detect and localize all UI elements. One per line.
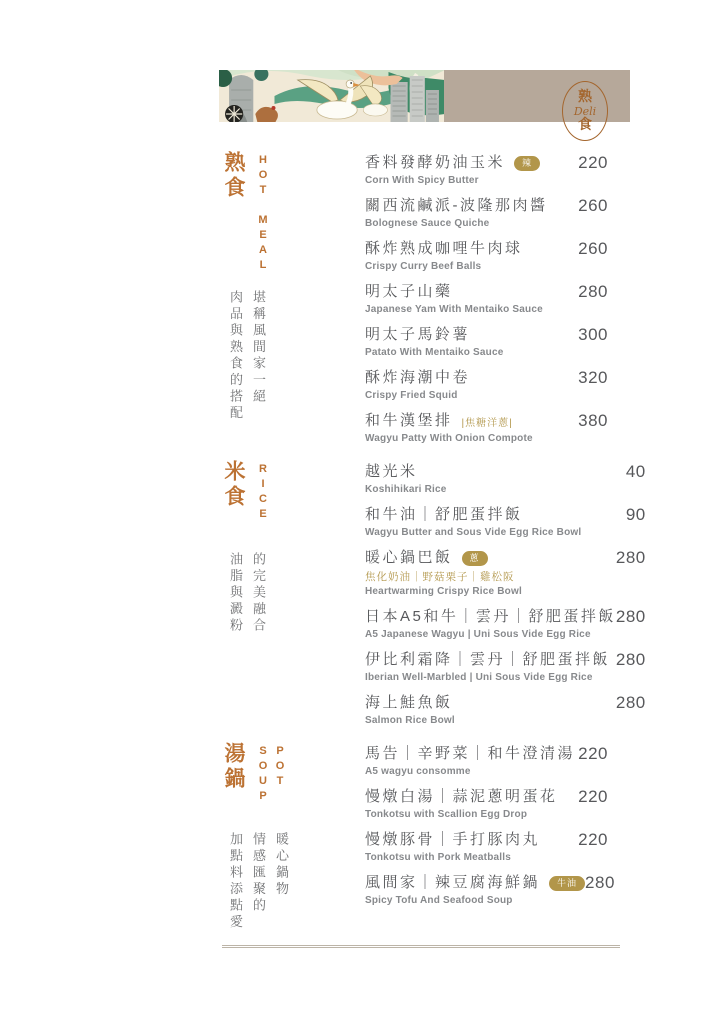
- item-price: 260: [578, 196, 608, 215]
- section-tagline: [227, 290, 265, 422]
- item-row: [365, 744, 608, 764]
- item-name-zh: 海上鮭魚飯: [365, 694, 453, 711]
- item-row: [365, 607, 646, 627]
- menu-item: [365, 830, 608, 864]
- item-row: [365, 153, 608, 173]
- section-title-row: [222, 742, 365, 805]
- seal-word: Deli: [573, 104, 597, 118]
- item-name-en: Iberian Well-Marbled | Uni Sous Vide Egg Rice: [365, 672, 593, 683]
- item-price: 220: [578, 744, 608, 763]
- item-name-zh: 明太子馬鈴薯: [365, 326, 471, 343]
- item-row: [365, 873, 615, 893]
- item-row: [365, 368, 608, 388]
- item-name-zh: 和牛油｜舒肥蛋拌飯: [365, 506, 523, 523]
- item-name-en: Wagyu Patty With Onion Compote: [365, 433, 533, 444]
- item-name-en: Tonkotsu with Scallion Egg Drop: [365, 809, 528, 820]
- item-row: [365, 693, 646, 713]
- menu-item: [365, 196, 608, 230]
- item-badge: 辣: [514, 156, 540, 171]
- section-title-en: [257, 463, 269, 523]
- item-price: 40: [625, 462, 646, 481]
- item-name-en: Heartwarming Crispy Rice Bowl: [365, 586, 522, 597]
- item-name-zh: 暖心鍋巴飯: [365, 549, 453, 566]
- item-name-zh: 馬告｜辛野菜｜和牛澄清湯: [365, 745, 576, 762]
- section-title-row: [222, 151, 365, 274]
- tagline-column: 情感匯聚的: [250, 832, 265, 915]
- menu-item: [365, 693, 646, 727]
- item-name-en: Corn With Spicy Butter: [365, 175, 479, 186]
- section-title-en-col: HOT MEAL: [257, 154, 269, 274]
- section-title-zh: 熟食: [222, 151, 247, 201]
- item-name-zh: 風間家｜辣豆腐海鮮鍋: [365, 874, 541, 891]
- item-price: 280: [615, 693, 646, 712]
- menu-item: [365, 505, 646, 539]
- menu-item: [365, 153, 608, 187]
- section-sidebar-soup-pot: [220, 742, 365, 931]
- menu-item: [365, 744, 608, 778]
- deli-seal: [562, 81, 608, 141]
- section-hot-meal: [220, 151, 608, 454]
- item-name-en: Crispy Fried Squid: [365, 390, 458, 401]
- menu-item: [365, 462, 646, 496]
- section-items: [365, 742, 615, 916]
- item-price: 300: [578, 325, 608, 344]
- item-name-en: A5 wagyu consomme: [365, 766, 471, 777]
- seal-char-bottom: 食: [578, 116, 592, 133]
- bottom-divider: [222, 945, 620, 948]
- section-title-en-col: RICE: [257, 463, 269, 523]
- menu-item: [365, 411, 608, 445]
- menu-item: [365, 873, 615, 907]
- seal-char-top: 熟: [578, 88, 592, 105]
- tagline-column: 的完美融合: [250, 552, 265, 635]
- item-name-en: Salmon Rice Bowl: [365, 715, 455, 726]
- item-name-en: Tonkotsu with Pork Meatballs: [365, 852, 511, 863]
- tagline-column: 油脂與澱粉: [227, 552, 242, 635]
- item-price: 220: [578, 153, 608, 172]
- item-row: [365, 196, 608, 216]
- section-title-en: [257, 154, 269, 274]
- section-rice: [220, 460, 646, 736]
- menu-item: [365, 282, 608, 316]
- tagline-column: 暖心鍋物: [273, 832, 288, 898]
- section-title-en: [257, 745, 286, 805]
- item-name-zh: 越光米: [365, 463, 418, 480]
- item-price: 260: [578, 239, 608, 258]
- item-name-zh: 酥炸海潮中卷: [365, 369, 471, 386]
- section-items: [365, 151, 608, 454]
- item-row: [365, 325, 608, 345]
- section-soup-pot: [220, 742, 615, 931]
- item-price: 220: [578, 787, 608, 806]
- section-items: [365, 460, 646, 736]
- item-price: 280: [615, 650, 646, 669]
- section-title-zh: 湯鍋: [222, 742, 247, 792]
- section-tagline: [227, 552, 265, 635]
- menu-item: [365, 239, 608, 273]
- menu-item: [365, 548, 646, 598]
- item-price: 280: [585, 873, 615, 892]
- item-price: 320: [578, 368, 608, 387]
- item-name-zh: 和牛漢堡排: [365, 412, 453, 429]
- menu-item: [365, 325, 608, 359]
- tagline-column: 加點料添點愛: [227, 832, 242, 931]
- item-badge: 蔥: [462, 551, 488, 566]
- item-row: [365, 462, 646, 482]
- header-illustration: [219, 70, 445, 122]
- section-title-en-col: POT: [274, 745, 286, 790]
- item-name-zh: 日本A5和牛｜雲丹｜舒肥蛋拌飯: [365, 608, 616, 625]
- section-title-zh: 米食: [222, 460, 247, 510]
- item-name-en: Japanese Yam With Mentaiko Sauce: [365, 304, 543, 315]
- item-name-zh: 香料發酵奶油玉米: [365, 154, 506, 171]
- item-name-zh: 明太子山藥: [365, 283, 453, 300]
- item-row: [365, 505, 646, 525]
- item-row: [365, 787, 608, 807]
- item-name-zh: 慢燉豚骨｜手打豚肉丸: [365, 831, 541, 848]
- item-badge: 牛油: [549, 876, 585, 891]
- item-name-en: Koshihikari Rice: [365, 484, 447, 495]
- item-row: [365, 650, 646, 670]
- section-tagline: [227, 832, 288, 931]
- item-note: |焦糖洋蔥|: [461, 417, 513, 429]
- menu-item: [365, 650, 646, 684]
- item-name-en: A5 Japanese Wagyu | Uni Sous Vide Egg Rice: [365, 629, 591, 640]
- item-price: 380: [578, 411, 608, 430]
- item-name-en: Spicy Tofu And Seafood Soup: [365, 895, 513, 906]
- tagline-column: 肉品與熟食的搭配: [227, 290, 242, 422]
- menu-item: [365, 607, 646, 641]
- item-price: 220: [578, 830, 608, 849]
- item-price: 280: [578, 282, 608, 301]
- item-price: 280: [615, 607, 646, 626]
- item-name-en: Patato With Mentaiko Sauce: [365, 347, 504, 358]
- section-sidebar-hot-meal: [220, 151, 365, 454]
- item-subline: 焦化奶油｜野菇栗子｜雞松阪: [365, 571, 515, 583]
- item-row: [365, 830, 608, 850]
- menu-item: [365, 787, 608, 821]
- section-title-en-col: SOUP: [257, 745, 269, 805]
- menu-item: [365, 368, 608, 402]
- item-row: [365, 411, 608, 431]
- item-name-en: Wagyu Butter and Sous Vide Egg Rice Bowl: [365, 527, 582, 538]
- item-row: [365, 239, 608, 259]
- item-price: 90: [625, 505, 646, 524]
- item-name-zh: 關西流鹹派-波隆那肉醬: [365, 197, 548, 214]
- section-title-row: [222, 460, 365, 523]
- tagline-column: 堪稱風間家一絕: [250, 290, 265, 406]
- item-name-en: Bolognese Sauce Quiche: [365, 218, 490, 229]
- item-row: [365, 548, 646, 568]
- section-sidebar-rice: [220, 460, 365, 736]
- item-name-zh: 酥炸熟成咖哩牛肉球: [365, 240, 523, 257]
- item-row: [365, 282, 608, 302]
- item-name-zh: 慢燉白湯｜蒜泥蔥明蛋花: [365, 788, 558, 805]
- item-name-en: Crispy Curry Beef Balls: [365, 261, 482, 272]
- item-price: 280: [615, 548, 646, 567]
- item-name-zh: 伊比利霜降｜雲丹｜舒肥蛋拌飯: [365, 651, 611, 668]
